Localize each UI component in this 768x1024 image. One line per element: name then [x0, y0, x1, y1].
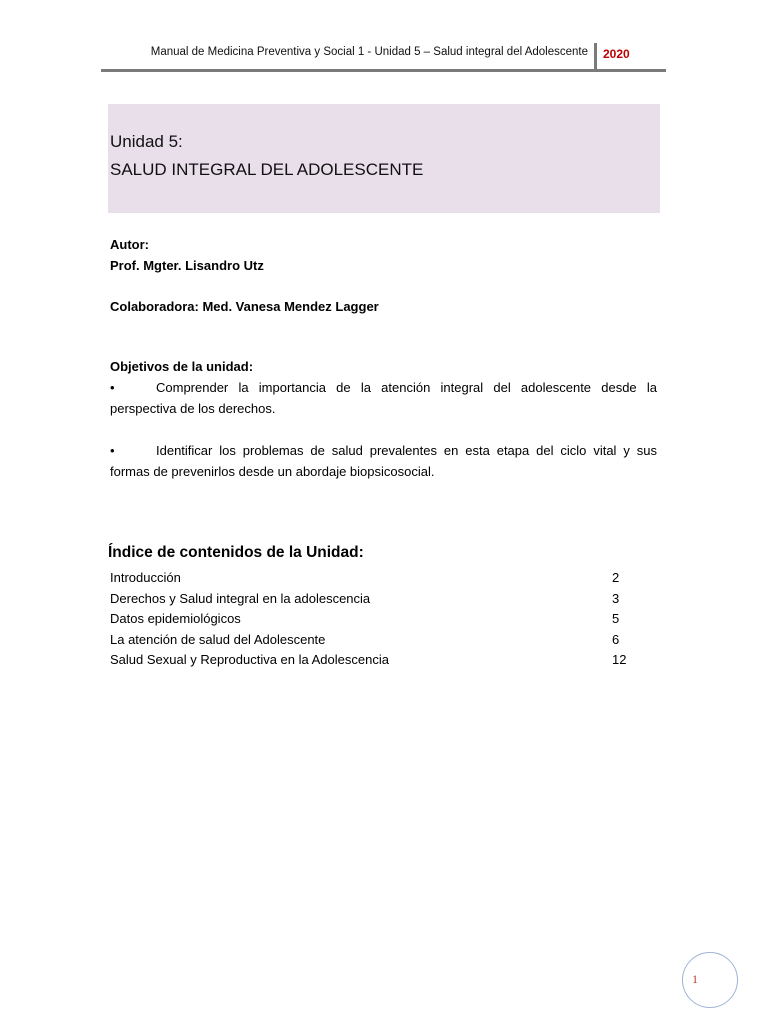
objective-item [110, 377, 657, 419]
index-entry-page: 3 [612, 590, 620, 606]
header-divider [594, 43, 597, 71]
unit-subtitle: SALUD INTEGRAL DEL ADOLESCENTE [110, 160, 424, 179]
unit-title: Unidad 5: [110, 132, 183, 151]
index-title: Índice de contenidos de la Unidad: [108, 544, 364, 561]
running-header: Manual de Medicina Preventiva y Social 1 - Unidad 5 – Salud integral del Adolescente [150, 46, 588, 58]
index-list [110, 568, 630, 671]
title-box [108, 104, 660, 213]
collaborator: Colaboradora: Med. Vanesa Mendez Lagger [110, 299, 379, 314]
index-entry-label: La atención de salud del Adolescente [110, 631, 326, 647]
index-entry [110, 630, 630, 651]
index-entry [110, 589, 630, 610]
index-entry [110, 650, 630, 671]
index-entry-label: Derechos y Salud integral en la adolescencia [110, 590, 371, 606]
index-entry [110, 609, 630, 630]
author-name: Prof. Mgter. Lisandro Utz [110, 258, 264, 273]
page-number: 1 [692, 972, 698, 986]
index-entry-page: 6 [612, 631, 620, 647]
header-year: 2020 [603, 47, 630, 61]
index-entry-page: 2 [612, 570, 620, 585]
objective-text: Identificar los problemas de salud prevalentes en esta etapa del ciclo vital y sus formas de prevenirlos desde un abordaje biopsicosocial. [110, 443, 657, 479]
bullet-icon: • [110, 443, 115, 458]
objective-text: Comprender la importancia de la atención integral del adolescente desde la perspectiva de los derechos. [110, 380, 657, 416]
author-label: Autor: [110, 237, 149, 252]
page-number-circle [682, 952, 738, 1008]
index-entry-label: Datos epidemiológicos [110, 611, 241, 626]
header-rule [101, 69, 666, 72]
objective-item [110, 440, 657, 482]
index-entry-page: 12 [612, 652, 627, 667]
index-entry-label: Introducción [110, 570, 181, 585]
index-entry [110, 568, 630, 589]
index-entry-label: Salud Sexual y Reproductiva en la Adolescencia [110, 652, 389, 667]
objectives-heading: Objetivos de la unidad: [110, 359, 254, 374]
bullet-icon: • [110, 380, 115, 395]
index-entry-page: 5 [612, 611, 620, 626]
